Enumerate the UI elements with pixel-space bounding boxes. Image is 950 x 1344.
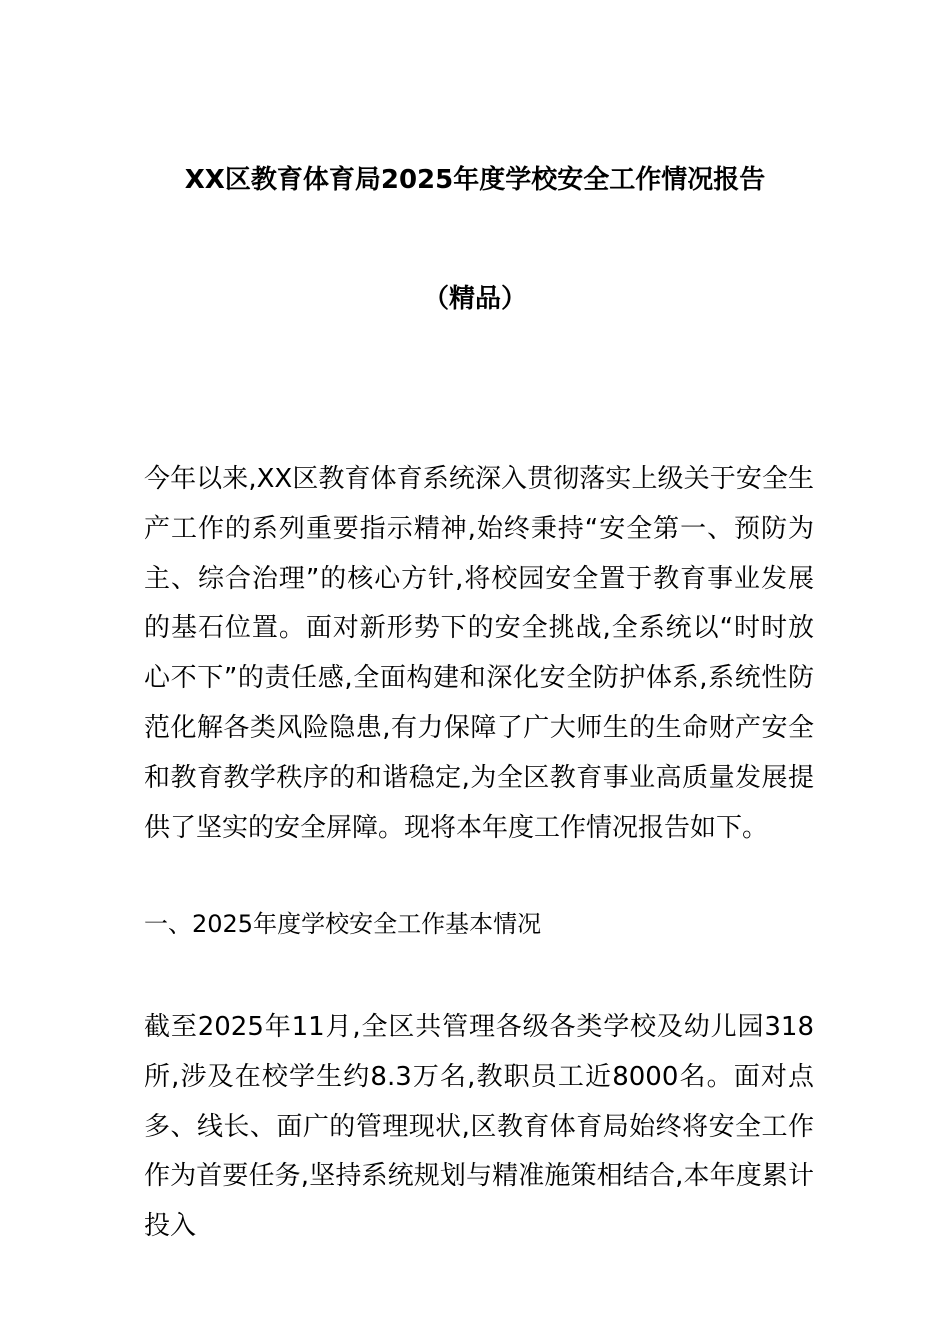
document-title: XX区教育体育局2025年度学校安全工作情况报告 [184, 165, 766, 195]
section-heading: 一、2025年度学校安全工作基本情况 [144, 910, 542, 938]
document-subtitle: （精品） [422, 284, 527, 314]
intro-paragraph: 今年以来,XX区教育体育系统深入贯彻落实上级关于安全生产工作的系列重要指示精神,始终秉持“安全第一、预防为主、综合治理”的核心方针,将校园安全置于教育事业发展的基石位置。面对新形势下的安全挑战,全系统以“时时放心不下”的责任感,全面构建和深化安全防护体系,系统性防范化解各类风险隐患,有力保障了广大师生的生命财产安全和教育教学秩序的和谐稳定,为全区教育事业高质量发展提供了坚实的安全屏障。现将本年度工作情况报告如下。 [144, 464, 814, 843]
section-paragraph: 截至2025年11月,全区共管理各级各类学校及幼儿园318所,涉及在校学生约8.3万名,教职员工近8000名。面对点多、线长、面广的管理现状,区教育体育局始终将安全工作作为首要任务,坚持系统规划与精准施策相结合,本年度累计投入 [144, 1012, 814, 1242]
